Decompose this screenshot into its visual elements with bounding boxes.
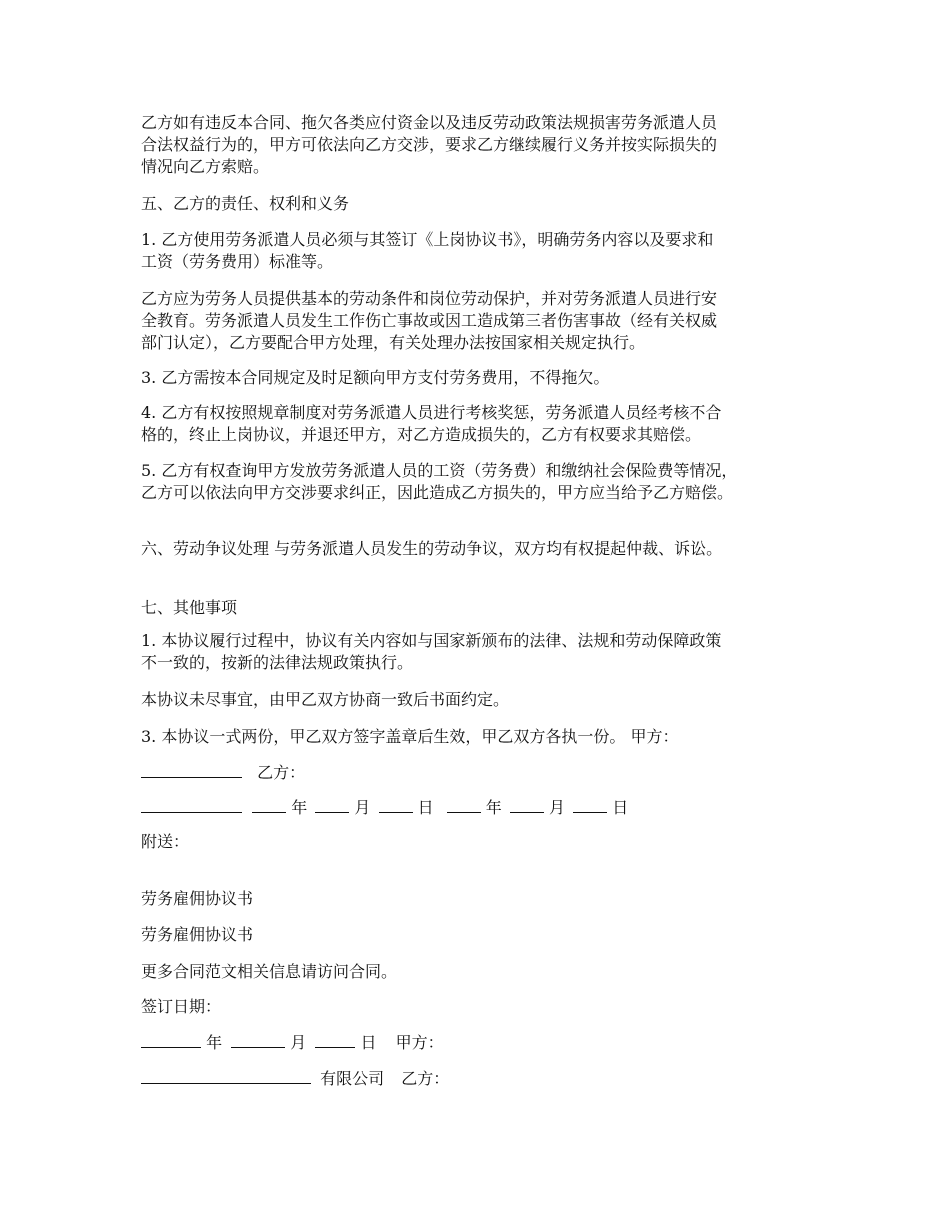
clause-7-2: 本协议未尽事宜，由甲乙双方协商一致后书面约定。 <box>141 690 510 709</box>
clause-5-4 <box>141 402 721 446</box>
month-label: 月 <box>549 798 566 817</box>
attached-label: 附送： <box>141 832 190 851</box>
blank-month <box>510 796 544 813</box>
year-label: 年 <box>291 798 308 817</box>
blank-day <box>573 796 607 813</box>
breach-paragraph <box>141 112 717 178</box>
signature-line-yi <box>141 761 305 784</box>
month-label: 月 <box>354 798 371 817</box>
clause-7-1 <box>141 630 721 674</box>
text-line: 工资（劳务费用）标准等。 <box>141 252 334 271</box>
jia-party-label: 甲方： <box>395 1033 444 1052</box>
blank-year <box>447 796 481 813</box>
clause-5-3: 3. 乙方需按本合同规定及时足额向甲方支付劳务费用，不得拖欠。 <box>141 368 610 387</box>
blank-day <box>315 1031 355 1048</box>
text-line: 乙方可以依法向甲方交涉要求纠正，因此造成乙方损失的，甲方应当给予乙方赔偿。 <box>141 483 734 502</box>
company-line <box>141 1067 449 1090</box>
day-label: 日 <box>612 798 629 817</box>
blank-company <box>141 1067 311 1084</box>
text-line: 不一致的，按新的法律法规政策执行。 <box>141 653 414 672</box>
clause-7-3: 3. 本协议一式两份，甲乙双方签字盖章后生效，甲乙双方各执一份。 甲方： <box>141 727 679 746</box>
year-label: 年 <box>206 1033 223 1052</box>
section-heading-6: 六、劳动争议处理 与劳务派遣人员发生的劳动争议，双方均有权提起仲裁、诉讼。 <box>141 539 723 558</box>
text-line: 情况向乙方索赔。 <box>141 157 270 176</box>
sign-date-line <box>141 1031 444 1054</box>
blank-line <box>141 761 242 778</box>
day-label: 日 <box>417 798 434 817</box>
yi-party-label: 乙方： <box>401 1069 450 1088</box>
text-line: 1. 本协议履行过程中，协议有关内容如与国家新颁布的法律、法规和劳动保障政策 <box>141 631 722 650</box>
agreement-title: 劳务雇佣协议书 <box>141 925 254 944</box>
sign-date-label: 签订日期： <box>141 997 222 1016</box>
blank-month <box>231 1031 285 1048</box>
blank-year <box>252 796 286 813</box>
clause-5-5 <box>141 460 737 504</box>
company-label: 有限公司 <box>320 1069 385 1088</box>
section-heading-7: 七、其他事项 <box>141 598 238 617</box>
clause-5-1 <box>141 229 713 273</box>
year-label: 年 <box>485 798 502 817</box>
section-heading-5: 五、乙方的责任、权利和义务 <box>141 194 350 213</box>
blank-year <box>141 1031 201 1048</box>
blank-line <box>141 796 242 813</box>
text-line: 合法权益行为的，甲方可依法向乙方交涉，要求乙方继续履行义务并按实际损失的 <box>141 135 718 154</box>
month-label: 月 <box>290 1033 307 1052</box>
date-line <box>141 796 628 819</box>
text-line: 5. 乙方有权查询甲方发放劳务派遣人员的工资（劳务费）和缴纳社会保险费等情况， <box>141 461 738 480</box>
text-line: 1. 乙方使用劳务派遣人员必须与其签订《上岗协议书》，明确劳务内容以及要求和 <box>141 230 714 249</box>
more-info-text: 更多合同范文相关信息请访问合同。 <box>141 962 398 981</box>
yi-label: 乙方： <box>257 763 306 782</box>
text-line: 乙方应为劳务人员提供基本的劳动条件和岗位劳动保护，并对劳务派遣人员进行安 <box>141 289 718 308</box>
text-line: 部门认定），乙方要配合甲方处理，有关处理办法按国家相关规定执行。 <box>141 333 646 352</box>
text-line: 全教育。劳务派遣人员发生工作伤亡事故或因工造成第三者伤害事故（经有关权威 <box>141 311 718 330</box>
text-line: 格的，终止上岗协议，并退还甲方，对乙方造成损失的，乙方有权要求其赔偿。 <box>141 425 702 444</box>
text-line: 4. 乙方有权按照规章制度对劳务派遣人员进行考核奖惩，劳务派遣人员经考核不合 <box>141 403 722 422</box>
agreement-title: 劳务雇佣协议书 <box>141 889 254 908</box>
clause-5-2 <box>141 288 717 354</box>
blank-day <box>379 796 413 813</box>
day-label: 日 <box>360 1033 377 1052</box>
blank-month <box>315 796 349 813</box>
text-line: 乙方如有违反本合同、拖欠各类应付资金以及违反劳动政策法规损害劳务派遣人员 <box>141 113 718 132</box>
